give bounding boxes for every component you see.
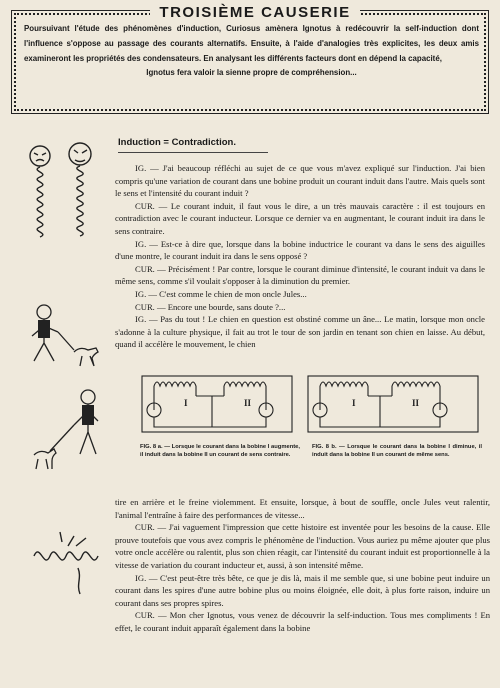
continuation-text: tire en arrière et le freine violemment. Et ensuite, lorsque, à bout de souffle, oncle Jules veut ralentir, l'animal l'entraîne à faire des performances de vitesse... xyxy=(115,497,490,520)
intro-last-line: Ignotus fera valoir la sienne propre de compréhension... xyxy=(146,68,357,78)
line-text: — Le courant induit, il faut vous le dire, a un très mauvais caractère : il est toujours en contradiction avec le courant inducteur. Lorsque ce dernier va en augmentant, le courant induit ira dans le sens contraire. xyxy=(115,200,485,236)
coil-1a xyxy=(154,382,196,386)
dialogue-line xyxy=(115,200,485,238)
speaker: IG. xyxy=(135,572,147,583)
dialogue-line xyxy=(115,162,485,200)
line-text: — Est-ce à dire que, lorsque dans la bobine inductrice le courant va dans le sens des aiguilles d'une montre, le courant induit ira dans le sens opposé ? xyxy=(115,238,485,262)
line-text: — C'est peut-être très bête, ce que je dis là, mais il me semble que, si une bobine peut induire un courant dans les spires d'une autre bobine plus ou moins éloignée, elle doit, à plus forte raison, induire un courant dans ses propres spires. xyxy=(115,572,490,608)
dialogue-line xyxy=(115,263,485,288)
intro-paragraph xyxy=(24,22,479,81)
man-pulled-by-dog-illustration xyxy=(28,385,113,475)
figure-8a-caption: FIG. 8 a. — Lorsque le courant dans la bobine I augmente, il induit dans la bobine II un courant de sens contraire. xyxy=(140,444,300,458)
coil-faces-illustration xyxy=(18,140,108,255)
line-text: — Précisément ! Par contre, lorsque le courant diminue d'intensité, le courant induit va dans le même sens, comme s'il voulait s'opposer à la diminution du premier. xyxy=(115,263,485,287)
coil-label: II xyxy=(412,398,420,408)
coil-2b xyxy=(392,382,440,386)
dialogue-top xyxy=(115,162,485,351)
line-text: — J'ai vaguement l'impression que cette histoire est inventée pour les besoins de la cause. Elle prouve toutefois que vous avez compris le phénomène de l'induction. Vous auriez pu même ajouter que plus votre oncle accélère ou ralentit, plus son chien réagit, car l'intensité du courant induit est proportionnelle à la vitesse de variation du courant inducteur et, aussi, à son intensité même. xyxy=(115,522,490,570)
dialogue-line xyxy=(115,238,485,263)
speaker: CUR. xyxy=(135,522,155,533)
speaker: IG. xyxy=(135,288,147,299)
page-title: TROISIÈME CAUSERIE xyxy=(150,4,360,24)
dialogue-line xyxy=(115,521,490,571)
shocked-coil-illustration xyxy=(28,528,113,598)
coil-label: II xyxy=(244,398,252,408)
speaker: IG. xyxy=(135,163,147,173)
speaker: CUR. xyxy=(135,301,155,312)
man-with-dog-illustration xyxy=(22,300,112,380)
speaker: IG. xyxy=(135,238,147,249)
figure-8-coils xyxy=(140,372,485,436)
speaker: IG. xyxy=(135,314,147,325)
coil-2a xyxy=(224,382,266,386)
line-text: — Pas du tout ! Le chien en question est obstiné comme un âne... Le matin, lorsque mon oncle s'adonne à la culture physique, il fait au trot le tour de son jardin en tenant son chien en laisse. Au début, quand il accélère le mouvement, le chien xyxy=(115,314,485,350)
dialogue-line xyxy=(115,572,490,610)
line-text: — Encore une bourde, sans doute ?... xyxy=(156,301,286,312)
coil-1b xyxy=(320,382,368,386)
dialogue-line xyxy=(115,288,485,301)
speaker: CUR. xyxy=(135,263,155,274)
line-text: — J'ai beaucoup réfléchi au sujet de ce que vous m'avez expliqué sur l'induction. J'ai bien compris qu'une variation de courant dans une bobine produit un courant induit dans l'autre. Mais quels sont le sens et l'intensité du courant induit ? xyxy=(115,163,485,199)
dialogue-line xyxy=(115,301,485,314)
line-text: — Mon cher Ignotus, vous venez de découvrir la self-induction. Tous mes compliments ! En effet, le courant induit apparaît également dans la bobine xyxy=(115,610,490,633)
section-heading: Induction = Contradiction. xyxy=(118,137,236,148)
intro-text: Poursuivant l'étude des phénomènes d'induction, Curiosus amènera Ignotus à redécouvrir la self-induction dont l'influence s'oppose au passage des courants alternatifs. Ensuite, à l'aide d'analogies très explicites, les deux amis examineront les propriétés des condensateurs. En analysant les différents facteurs dont en dépend la capacité, xyxy=(24,24,479,63)
section-underline xyxy=(118,152,268,153)
coil-label: I xyxy=(352,398,356,408)
dialogue-bottom xyxy=(115,496,490,635)
speaker: CUR. xyxy=(135,610,155,621)
dialogue-line xyxy=(115,609,490,634)
coil-label: I xyxy=(184,398,188,408)
speaker: CUR. xyxy=(135,200,155,211)
figure-8b-caption: FIG. 8 b. — Lorsque le courant dans la bobine I diminue, il induit dans la bobine II un courant de même sens. xyxy=(312,444,482,458)
line-text: — C'est comme le chien de mon oncle Jules... xyxy=(148,288,307,299)
dialogue-line xyxy=(115,313,485,351)
